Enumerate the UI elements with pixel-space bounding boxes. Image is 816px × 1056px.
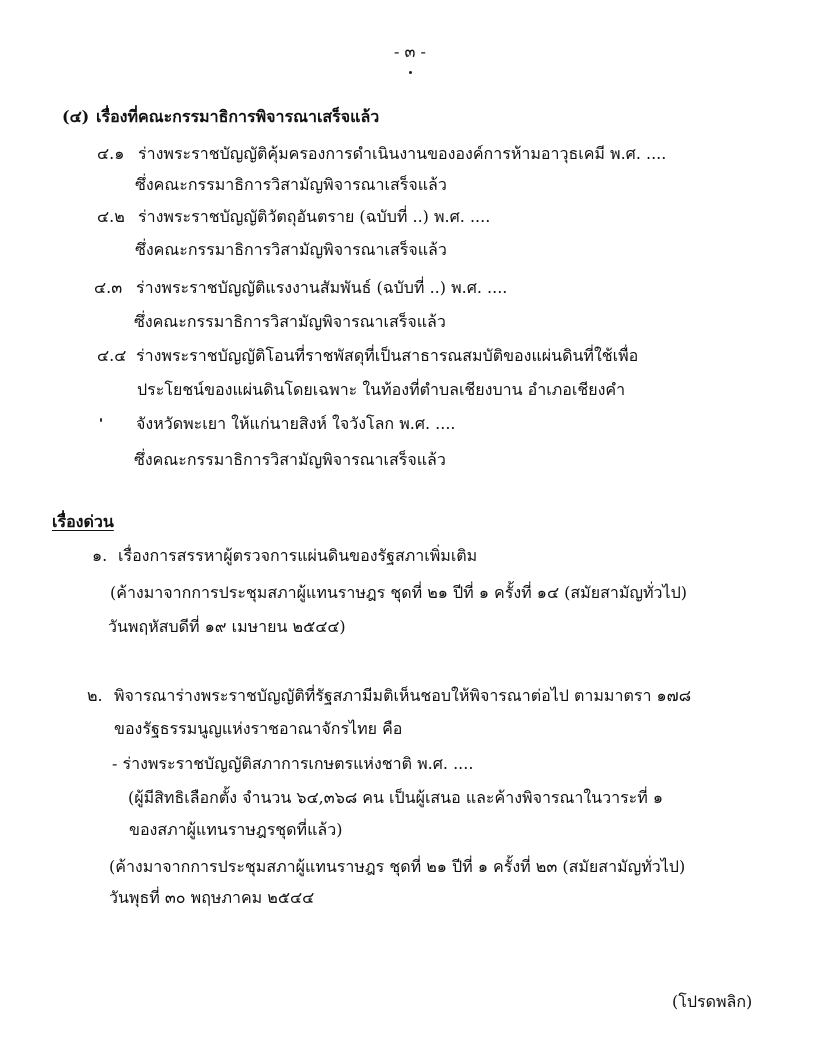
item-number: ๔.๓ xyxy=(94,278,123,297)
urgent-item-title: ของรัฐธรรมนูญแห่งราชอาณาจักรไทย คือ xyxy=(114,719,403,738)
please-turn-over: (โปรดพลิก) xyxy=(672,992,753,1011)
urgent-item-note: (ค้างมาจากการประชุมสภาผู้แทนราษฎร ชุดที่ ๒๑ ปีที่ ๑ ครั้งที่ ๒๓ (สมัยสามัญทั่วไป) xyxy=(109,857,686,876)
section-number: (๔) xyxy=(62,107,90,126)
urgent-item-note: วันพฤหัสบดีที่ ๑๙ เมษายน ๒๕๔๔) xyxy=(108,617,346,636)
page-number: - ๓ - xyxy=(394,42,426,61)
item-text: ร่างพระราชบัญญัติแรงงานสัมพันธ์ (ฉบับที่ ..) พ.ศ. .... xyxy=(136,278,508,297)
item-text: ซึ่งคณะกรรมาธิการวิสามัญพิจารณาเสร็จแล้ว xyxy=(135,240,447,259)
urgent-heading: เรื่องด่วน xyxy=(52,512,114,531)
section-heading: เรื่องที่คณะกรรมาธิการพิจารณาเสร็จแล้ว xyxy=(96,107,380,126)
bill-item: - ร่างพระราชบัญญัติสภาการเกษตรแห่งชาติ พ.ศ. .... xyxy=(112,754,474,773)
urgent-item-note: วันพุธที่ ๓๐ พฤษภาคม ๒๕๔๔ xyxy=(109,888,315,907)
item-number: ๔.๒ xyxy=(97,207,125,226)
bill-detail: ของสภาผู้แทนราษฎรชุดที่แล้ว) xyxy=(129,820,343,839)
urgent-item-number: ๒. xyxy=(87,686,103,705)
speck xyxy=(409,71,412,74)
item-text: ซึ่งคณะกรรมาธิการวิสามัญพิจารณาเสร็จแล้ว xyxy=(134,450,446,469)
item-text: ซึ่งคณะกรรมาธิการวิสามัญพิจารณาเสร็จแล้ว xyxy=(134,312,446,331)
speck xyxy=(100,418,102,422)
bill-detail: (ผู้มีสิทธิเลือกตั้ง จำนวน ๖๔,๓๖๘ คน เป็นผู้เสนอ และค้างพิจารณาในวาระที่ ๑ xyxy=(128,788,664,807)
urgent-item-title: พิจารณาร่างพระราชบัญญัติที่รัฐสภามีมติเห็นชอบให้พิจารณาต่อไป ตามมาตรา ๑๗๘ xyxy=(114,686,692,705)
urgent-item-note: (ค้างมาจากการประชุมสภาผู้แทนราษฎร ชุดที่ ๒๑ ปีที่ ๑ ครั้งที่ ๑๔ (สมัยสามัญทั่วไป) xyxy=(110,583,687,602)
item-number: ๔.๔ xyxy=(97,346,127,365)
item-number: ๔.๑ xyxy=(97,144,125,163)
item-text: ซึ่งคณะกรรมาธิการวิสามัญพิจารณาเสร็จแล้ว xyxy=(135,175,447,194)
urgent-item-title: เรื่องการสรรหาผู้ตรวจการแผ่นดินของรัฐสภาเพิ่มเติม xyxy=(118,546,478,565)
item-text: จังหวัดพะเยา ให้แก่นายสิงห์ ใจวังโลก พ.ศ. .... xyxy=(136,414,456,433)
item-text: ประโยชน์ของแผ่นดินโดยเฉพาะ ในท้องที่ตำบลเชียงบาน อำเภอเชียงคำ xyxy=(137,380,626,399)
urgent-item-number: ๑. xyxy=(92,546,108,565)
item-text: ร่างพระราชบัญญัติคุ้มครองการดำเนินงานขององค์การห้ามอาวุธเคมี พ.ศ. .... xyxy=(138,144,667,163)
item-text: ร่างพระราชบัญญัติโอนที่ราชพัสดุที่เป็นสาธารณสมบัติของแผ่นดินที่ใช้เพื่อ xyxy=(136,346,639,365)
item-text: ร่างพระราชบัญญัติวัตถุอันตราย (ฉบับที่ ..) พ.ศ. .... xyxy=(138,207,491,226)
